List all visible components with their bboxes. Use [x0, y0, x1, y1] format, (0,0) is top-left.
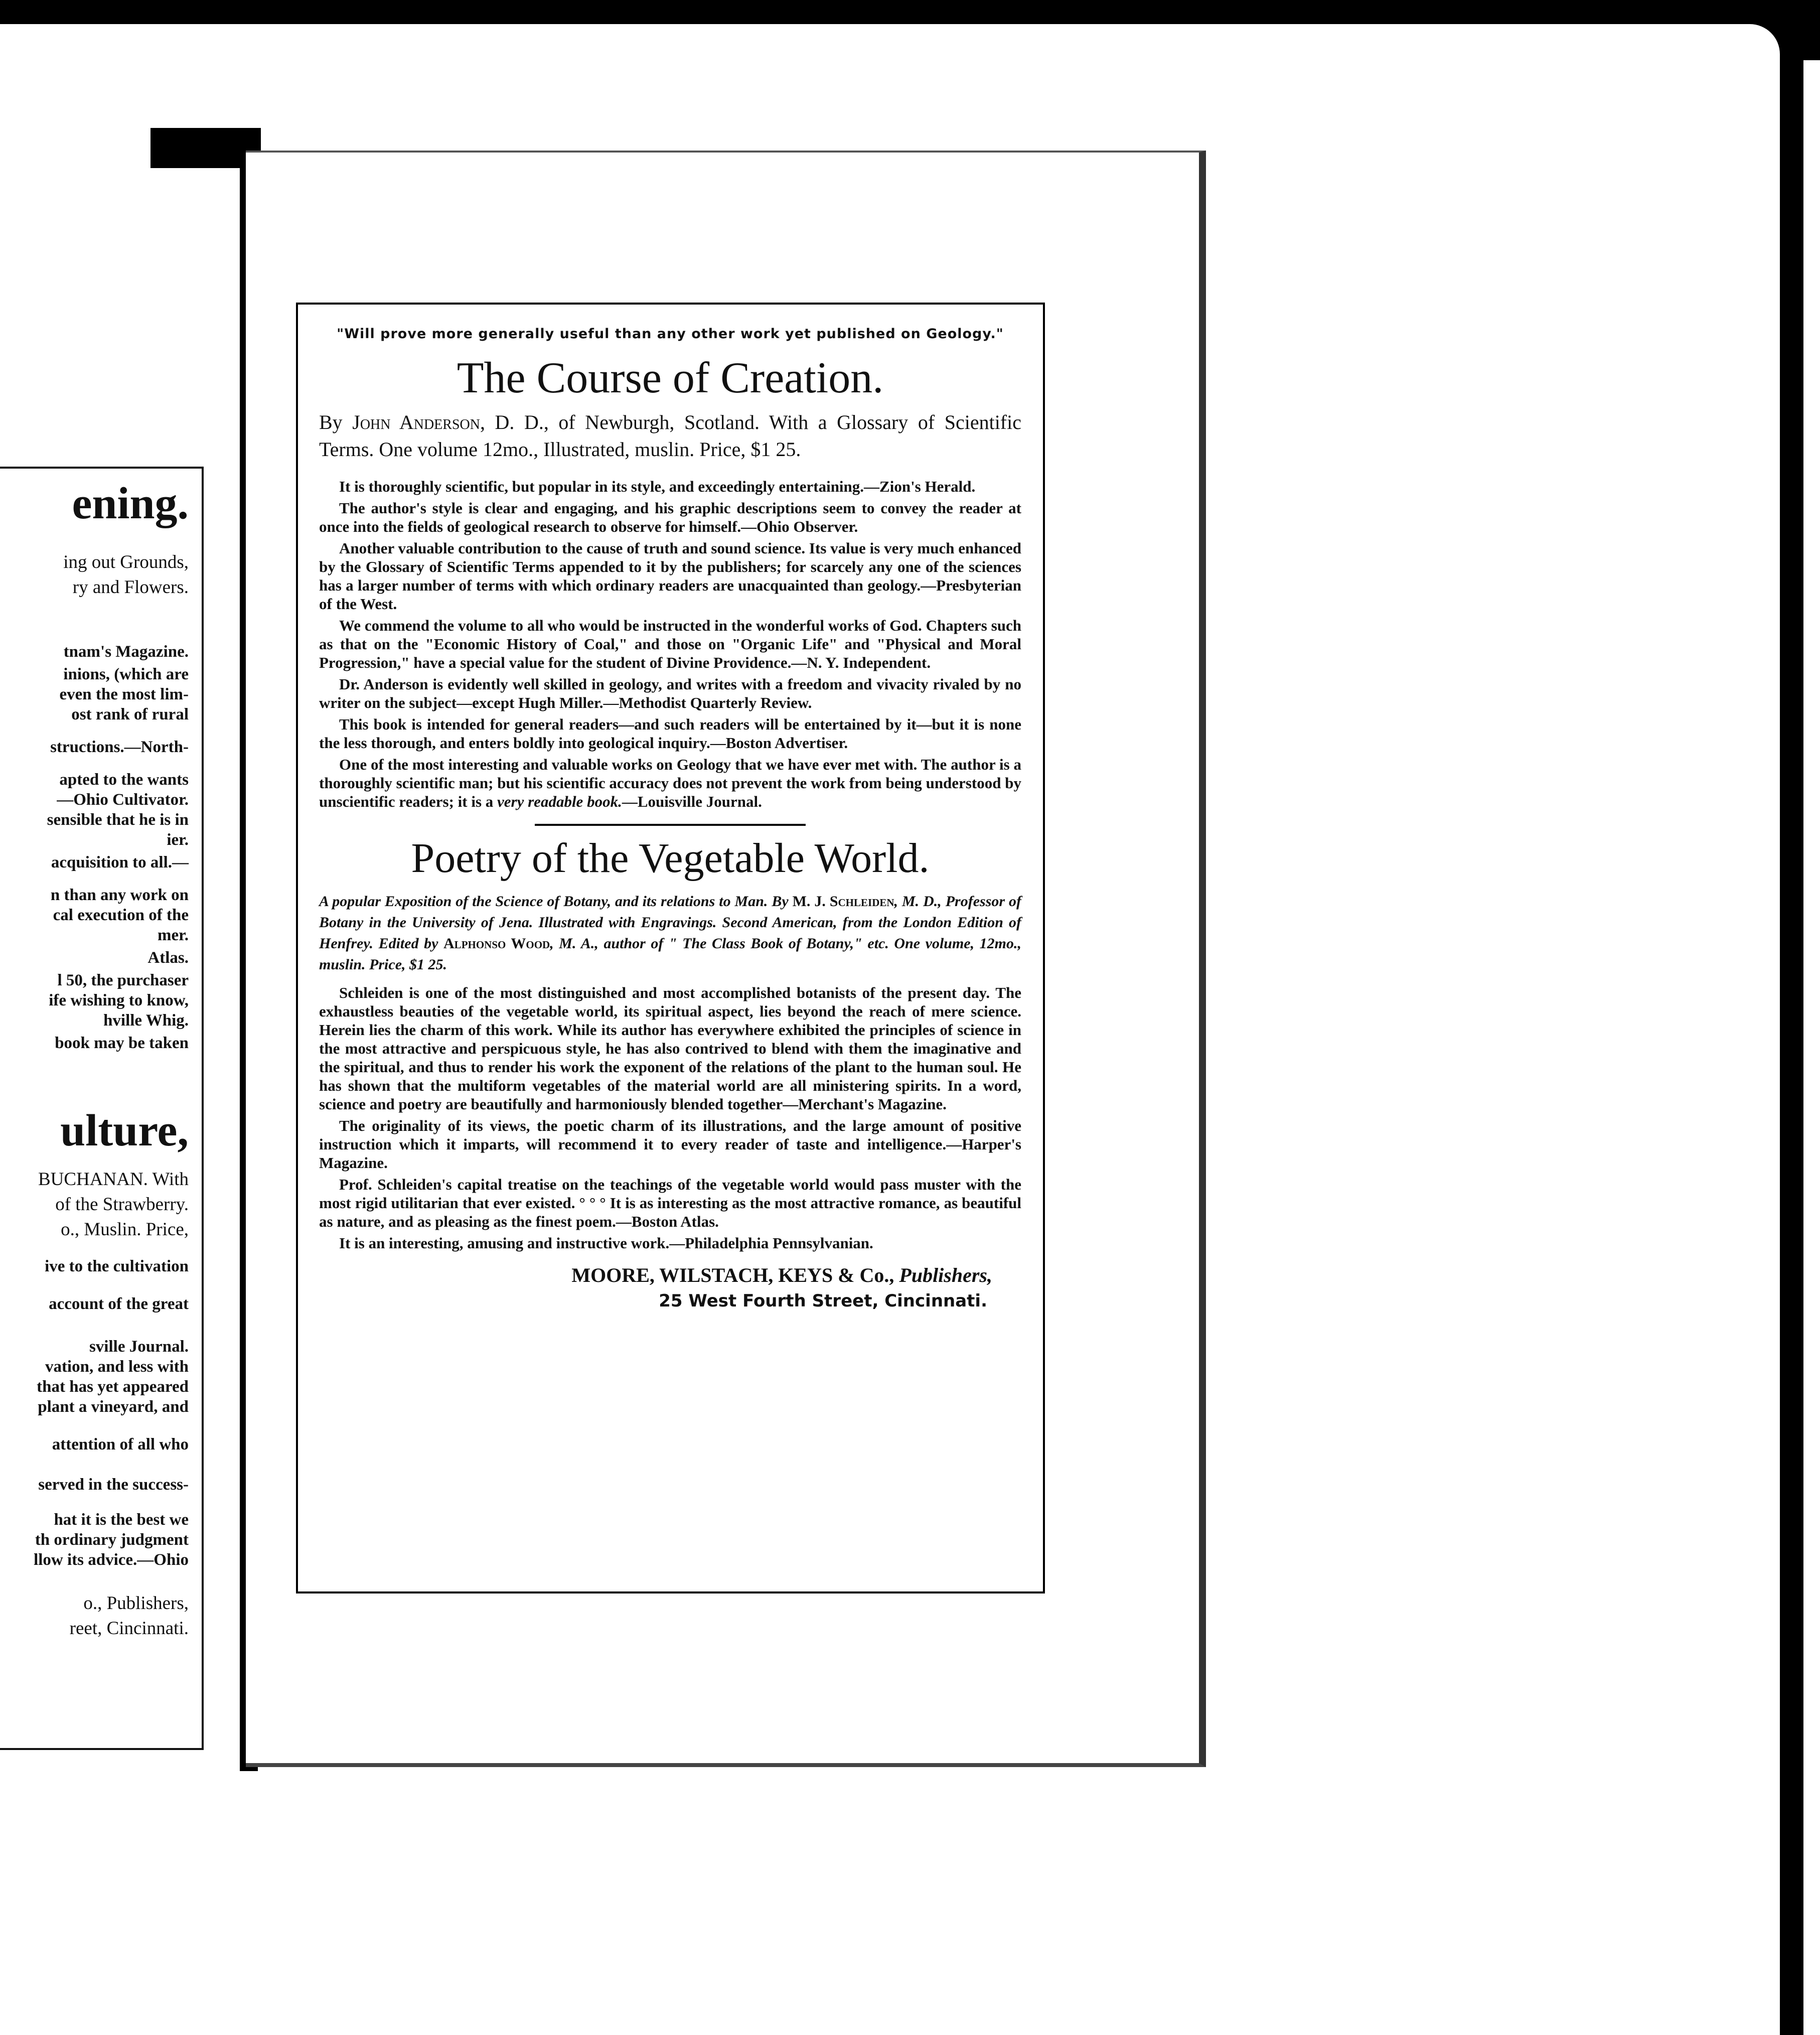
advertisement-frame [296, 303, 1045, 1593]
previous-page-line: attention of all who [52, 1435, 189, 1453]
previous-page-line: ulture, [60, 1106, 189, 1155]
previous-page-line: ening. [72, 479, 189, 528]
review [319, 755, 1021, 811]
tagline: "Will prove more generally useful than any other work yet published on Geology." [337, 326, 1004, 342]
previous-page-line: n than any work on [50, 886, 189, 904]
previous-page-line: hat it is the best we [54, 1511, 189, 1529]
previous-page-line: cal execution of the [53, 906, 189, 924]
previous-page-line: apted to the wants [59, 771, 189, 789]
previous-page-line: mer. [157, 926, 189, 944]
previous-page-frame [0, 467, 204, 1750]
publisher-role: Publishers, [899, 1264, 992, 1286]
review-text: One of the most interesting and valuable works on Geology that we have ever met with. The author is a thoroughly scientific man; but his scientific accuracy does not prevent the work from being understood by unscientific readers; it is a [319, 756, 1021, 810]
previous-page-line: structions.—North- [50, 738, 189, 756]
publisher-address: 25 West Fourth Street, Cincinnati. [659, 1291, 987, 1311]
review-emphasis: very readable book. [497, 793, 622, 810]
review-source: —Louisville Journal. [622, 793, 762, 810]
previous-page-line: l 50, the purchaser [57, 971, 189, 989]
review: Another valuable contribution to the cause of truth and sound science. Its value is very much enhanced by the Glossary of Scientific Terms appended to it by the publishers; for scarcely any one of the sciences has a larger number of terms with which ordinary readers are unacquainted than geology.—Presbyterian of the West. [319, 539, 1021, 613]
previous-page-line: o., Publishers, [83, 1593, 189, 1614]
author-name: John Anderson [352, 411, 480, 433]
byline-prefix: By [319, 411, 353, 433]
review: The originality of its views, the poetic charm of its illustrations, and the large amount of positive instruction which it imparts, will recommend it to every reader of taste and intelligence.—Harper's Magazine. [319, 1117, 1021, 1172]
review: Dr. Anderson is evidently well skilled in geology, and writes with a freedom and vivacity rivaled by no writer on the subject—except Hugh Miller.—Methodist Quarterly Review. [319, 675, 1021, 711]
book2-description [319, 891, 1021, 975]
author-name: M. J. Schleiden [792, 893, 894, 910]
review: Schleiden is one of the most distinguished and most accomplished botanists of the present day. The exhaustless beauties of the vegetable world, its spiritual aspect, lies beyond the reach of mere science. Herein lies the charm of this work. While its author has everywhere exhibited the principles of science in the most attractive and perspicuous style, he has also contrived to blend with them the imaginative and the spiritual, and thus to render his work the exponent of the relations of the plant to the human soul. He has shown that the multiform vegetables of the material world are all ministering spirits. In a word, science and poetry are beautifully and harmoniously blended together—Merchant's Magazine. [319, 984, 1021, 1113]
review: The author's style is clear and engaging, and his graphic descriptions seem to convey the reader at once into the fields of geological research to observe for himself.—Ohio Observer. [319, 499, 1021, 535]
book1-title: The Course of Creation. [457, 354, 884, 402]
book1-reviews [319, 477, 1021, 811]
publisher-firm: MOORE, WILSTACH, KEYS & Co., [571, 1264, 899, 1286]
spine-shadow [150, 128, 261, 168]
previous-page-line: llow its advice.—Ohio [34, 1551, 189, 1569]
book2-reviews [319, 983, 1021, 1252]
previous-page-line: account of the great [49, 1295, 189, 1313]
advertisement-content [319, 325, 1021, 1314]
previous-page-line: Atlas. [147, 949, 189, 967]
previous-page-line: ive to the cultivation [45, 1257, 189, 1275]
previous-page-line: vation, and less with [45, 1358, 189, 1376]
previous-page-line: ier. [167, 831, 189, 849]
previous-page-line: of the Strawberry. [55, 1194, 189, 1215]
review: Prof. Schleiden's capital treatise on the teachings of the vegetable world would pass muster with the most rigid utilitarian that ever existed. ° ° ° It is as interesting as the most attractive romance, as beautiful as nature, and as pleasing as the finest poem.—Boston Atlas. [319, 1176, 1021, 1230]
review: It is thoroughly scientific, but popular in its style, and exceedingly entertaining.—Zion's Herald. [339, 478, 976, 495]
previous-page-line: inions, (which are [63, 665, 189, 683]
previous-page-line: ost rank of rural [71, 705, 189, 723]
desc-part: A popular Exposition of the Science of Botany, and its relations to Man. By [319, 893, 793, 910]
next-page-edge [1803, 60, 1820, 2035]
previous-page-line: reet, Cincinnati. [69, 1618, 189, 1639]
review: We commend the volume to all who would be instructed in the wonderful works of God. Chapters such as that on the "Economic History of Coal," and those on "Organic Life" and "Physical and Moral Progression," have a special value for the student of Divine Providence.—N. Y. Independent. [319, 617, 1021, 671]
previous-page-line: BUCHANAN. With [38, 1169, 189, 1190]
section-divider [535, 824, 806, 826]
previous-page-line: sensible that he is in [47, 811, 189, 829]
previous-page-line: hville Whig. [103, 1011, 189, 1030]
previous-page-line: ife wishing to know, [49, 991, 189, 1009]
publisher-name [319, 1262, 1021, 1288]
previous-page-line: —Ohio Cultivator. [57, 791, 189, 809]
desc-part: , M. A., author of " The Class Book of Botany," etc. One volume, 12mo., muslin. Price, $1 25. [319, 935, 1022, 973]
previous-page-line: even the most lim- [59, 685, 189, 703]
byline-details: , D. D., of Newburgh, Scotland. With a Glossary of Scientific Terms. One volume 12mo., Illustrated, muslin. Price, $1 25. [319, 411, 1021, 461]
previous-page-line: that has yet appeared [37, 1378, 189, 1396]
previous-page [0, 166, 214, 1756]
previous-page-line: ry and Flowers. [72, 577, 189, 598]
review: This book is intended for general readers—and such readers will be entertained by it—but it is none the less thorough, and enters boldly into geological inquiry.—Boston Advertiser. [319, 715, 1021, 752]
previous-page-line: book may be taken [55, 1034, 189, 1052]
previous-page-line: served in the success- [38, 1476, 189, 1494]
book1-byline [319, 409, 1021, 463]
previous-page-line: plant a vineyard, and [38, 1398, 189, 1416]
desc-part: , M. D., Professor of Botany in the University of Jena. Illustrated with Engravings. Second American, from the London Edition of Henfrey. Edited by [319, 893, 1021, 952]
previous-page-line: tnam's Magazine. [63, 643, 189, 661]
previous-page-line: o., Muslin. Price, [61, 1219, 189, 1240]
book2-title: Poetry of the Vegetable World. [411, 835, 930, 882]
previous-page-line: th ordinary judgment [35, 1531, 189, 1549]
editor-name: Alphonso Wood [443, 935, 550, 952]
previous-page-line: acquisition to all.— [51, 853, 189, 871]
previous-page-line: ing out Grounds, [63, 552, 189, 572]
review: It is an interesting, amusing and instructive work.—Philadelphia Pennsylvanian. [339, 1234, 873, 1252]
previous-page-line: sville Journal. [89, 1338, 189, 1356]
